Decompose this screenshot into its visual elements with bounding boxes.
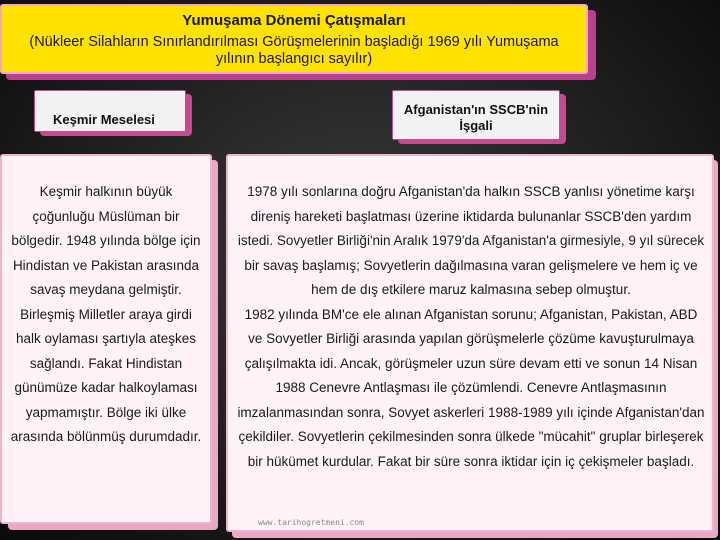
kashmir-panel [0,154,212,524]
kashmir-text: Keşmir halkının büyük çoğunluğu Müslüman bir bölgedir. 1948 yılında bölge için Hindistan ve Pakistan arasında savaş meydana gelmiştir. Birleşmiş Milletler araya girdi halk oylaması şartıyla ateşkes sağlandı. Fakat Hindistan günümüze kadar halkoylaması yapmamıştır. Bölge iki ülke arasında bölünmüş durumdadır. [10,184,202,444]
afghanistan-header: Afganistan'ın SSCB'nin İşgali [392,90,560,140]
afghanistan-paragraph-2: 1982 yılında BM'ce ele alınan Afganistan sorunu; Afganistan, Pakistan, ABD ve Sovyetler Birliği arasında yapılan görüşmelerle çözüme kavuşturulmaya çalışılmakta idi. Ancak, görüşmeler uzun süre devam etti ve sonun 14 Nisan 1988 Cenevre Antlaşması ile çözümlendi. Cenevre Antlaşmasının imzalanmasından sonra, Sovyet askerleri 1988-1989 yılı içinde Afganistan'dan çekildiler. Sovyetlerin çekilmesinden sonra ülkede "mücahit" gruplar birleşerek bir hükümet kurdular. Fakat bir süre sonra iktidar için iç çekişmeler başladı. [237,306,705,469]
title-banner [0,4,588,74]
page-title: Yumuşama Dönemi Çatışmaları [182,12,406,29]
afghanistan-paragraph-1: 1978 yılı sonlarına doğru Afganistan'da halkın SSCB yanlısı yönetime karşı direniş hareketi başlatması üzerine iktidarda bulunanlar SSCB'den yardım istedi. Sovyetler Birliği'nin Aralık 1979'da Afganistan'a girmesiyle, 9 yıl sürecek bir savaş başlamış; Sovyetlerin dağılmasına varan gelişmelere ve hem iç ve hem de dış etkilere maruz kalmasına sebep olmuştur. [237,184,705,297]
page-subtitle: (Nükleer Silahların Sınırlandırılması Görüşmelerinin başladığı 1969 yılı Yumuşama yılının başlangıcı sayılır) [29,34,559,67]
afghanistan-panel [226,154,714,532]
watermark: www.tarihogretmeni.com [258,518,364,527]
kashmir-header: Keşmir Meselesi [34,90,186,132]
